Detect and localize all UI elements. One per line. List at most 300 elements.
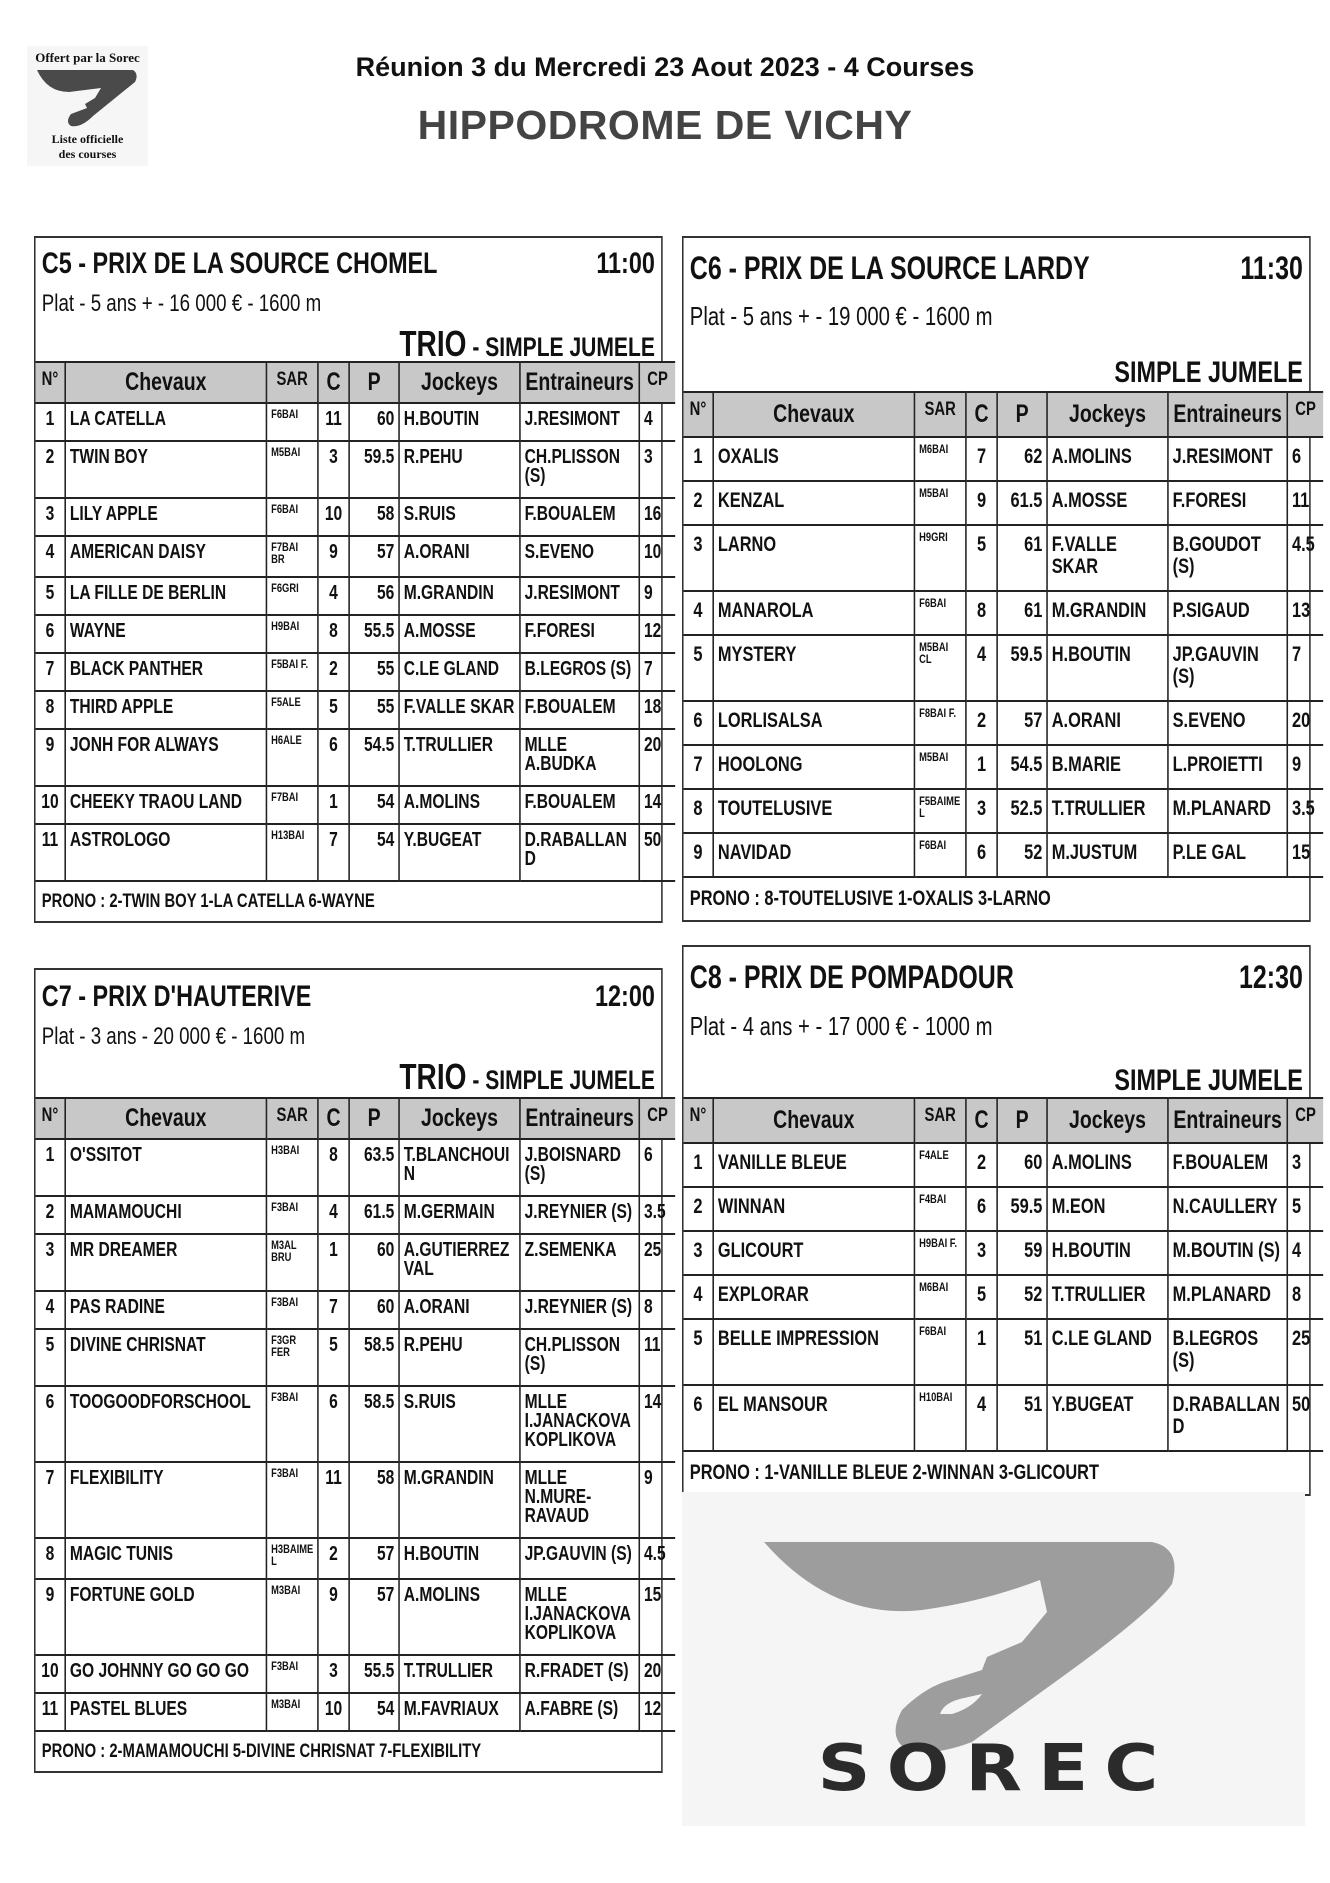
weight: 55.5 (349, 1655, 399, 1693)
odds: 11 (1287, 481, 1323, 525)
col-horses: Chevaux (65, 1098, 266, 1139)
runner-number: 4 (36, 1291, 66, 1329)
sar-code: M3AL BRU (266, 1234, 317, 1291)
jockey: R.PEHU (399, 441, 520, 498)
bet-types (1114, 1057, 1303, 1099)
draw: 4 (966, 1385, 997, 1451)
table-row (36, 1329, 676, 1386)
prono: PRONO : 2-MAMAMOUCHI 5-DIVINE CHRISNAT 7-FLEXIBILITY (41, 1741, 482, 1762)
weight: 51 (997, 1385, 1047, 1451)
draw: 1 (318, 1234, 349, 1291)
draw: 4 (318, 577, 349, 615)
table-row (36, 1693, 676, 1731)
trainer: J.BOISNARD (S) (520, 1139, 639, 1196)
trainer: S.EVENO (1168, 701, 1287, 745)
draw: 7 (318, 1291, 349, 1329)
table-header (684, 1098, 1324, 1143)
sar-code: H3BAI (266, 1139, 317, 1196)
trainer: D.RABALLAND (1168, 1385, 1287, 1451)
draw: 2 (318, 1538, 349, 1579)
runners-table (684, 1097, 1324, 1452)
runner-number: 11 (36, 824, 66, 881)
col-weight: P (349, 362, 399, 403)
bet-types (399, 1056, 654, 1098)
jockey: A.GUTIERREZ VAL (399, 1234, 520, 1291)
horse-logo-icon (35, 66, 140, 132)
odds: 6 (639, 1139, 675, 1196)
col-jockeys: Jockeys (1047, 392, 1168, 437)
col-draw: C (966, 1098, 997, 1143)
sar-code: F3BAI (266, 1196, 317, 1234)
draw: 6 (966, 833, 997, 877)
table-row (684, 591, 1324, 635)
race-time: 11:00 (596, 247, 655, 280)
draw: 6 (966, 1187, 997, 1231)
draw: 10 (318, 1693, 349, 1731)
table-row (36, 577, 676, 615)
col-number: N° (684, 1098, 714, 1143)
table-header (684, 392, 1324, 437)
table-row (684, 635, 1324, 701)
odds: 25 (639, 1234, 675, 1291)
draw: 2 (318, 653, 349, 691)
runner-number: 6 (36, 1386, 66, 1462)
col-number: N° (36, 362, 66, 403)
draw: 9 (318, 536, 349, 577)
trainer: MLLE A.BUDKA (520, 729, 639, 786)
weight: 52 (997, 833, 1047, 877)
horse-name: BELLE IMPRESSION (713, 1319, 914, 1385)
weight: 58 (349, 498, 399, 536)
sar-code: H9BAI F. (914, 1231, 965, 1275)
runner-number: 5 (36, 577, 66, 615)
odds: 9 (639, 577, 675, 615)
jockey: T.TRULLIER (1047, 1275, 1168, 1319)
weight: 58.5 (349, 1329, 399, 1386)
bet-types (399, 323, 654, 365)
col-odds: CP (1287, 1098, 1323, 1143)
logo-offered-by: Offert par la Sorec (35, 50, 140, 65)
draw: 8 (966, 591, 997, 635)
weight: 61 (997, 525, 1047, 591)
jockey: A.MOLINS (399, 786, 520, 824)
jockey: T.TRULLIER (1047, 789, 1168, 833)
draw: 6 (318, 729, 349, 786)
runner-number: 5 (684, 1319, 714, 1385)
race-conditions: Plat - 3 ans - 20 000 € - 1600 m (41, 1023, 306, 1050)
weight: 56 (349, 577, 399, 615)
table-row (684, 789, 1324, 833)
table-row (36, 1234, 676, 1291)
sar-code: F5BAIMEL (914, 789, 965, 833)
table-row (684, 833, 1324, 877)
draw: 2 (966, 701, 997, 745)
draw: 5 (966, 1275, 997, 1319)
weight: 61 (997, 591, 1047, 635)
race-card-c6 (682, 236, 1316, 922)
horse-name: CHEEKY TRAOU LAND (65, 786, 266, 824)
jockey: M.GERMAIN (399, 1196, 520, 1234)
horse-name: FLEXIBILITY (65, 1462, 266, 1538)
odds: 15 (639, 1579, 675, 1655)
weight: 54.5 (349, 729, 399, 786)
sar-code: M5BAI (914, 481, 965, 525)
draw: 4 (966, 635, 997, 701)
jockey: M.GRANDIN (1047, 591, 1168, 635)
jockey: A.MOSSE (399, 615, 520, 653)
table-row (36, 498, 676, 536)
table-row (36, 786, 676, 824)
sar-code: M6BAI (914, 437, 965, 481)
odds: 9 (1287, 745, 1323, 789)
runner-number: 10 (36, 786, 66, 824)
draw: 6 (318, 1386, 349, 1462)
draw: 3 (966, 789, 997, 833)
runner-number: 8 (36, 691, 66, 729)
sar-code: H13BAI (266, 824, 317, 881)
jockey: Y.BUGEAT (1047, 1385, 1168, 1451)
col-number: N° (684, 392, 714, 437)
weight: 51 (997, 1319, 1047, 1385)
trainer: F.FORESI (1168, 481, 1287, 525)
sar-code: H10BAI (914, 1385, 965, 1451)
weight: 57 (349, 536, 399, 577)
table-row (36, 824, 676, 881)
sar-code: F6GRI (266, 577, 317, 615)
draw: 10 (318, 498, 349, 536)
table-header (36, 362, 676, 403)
horse-name: LARNO (713, 525, 914, 591)
jockey: R.PEHU (399, 1329, 520, 1386)
odds: 4 (1287, 1231, 1323, 1275)
odds: 3.5 (639, 1196, 675, 1234)
col-jockeys: Jockeys (1047, 1098, 1168, 1143)
jockey: F.VALLE SKAR (1047, 525, 1168, 591)
runner-number: 1 (684, 1143, 714, 1187)
trainer: R.FRADET (S) (520, 1655, 639, 1693)
weight: 59 (997, 1231, 1047, 1275)
col-trainers: Entraineurs (1168, 392, 1287, 437)
runner-number: 3 (684, 1231, 714, 1275)
horse-name: TOOGOODFORSCHOOL (65, 1386, 266, 1462)
bet-types (1114, 349, 1303, 391)
table-row (684, 1143, 1324, 1187)
odds: 14 (639, 786, 675, 824)
col-trainers: Entraineurs (520, 362, 639, 403)
trainer: N.CAULLERY (1168, 1187, 1287, 1231)
trainer: MLLE N.MURE-RAVAUD (520, 1462, 639, 1538)
runner-number: 4 (684, 591, 714, 635)
runner-number: 3 (36, 1234, 66, 1291)
sar-code: F7BAI (266, 786, 317, 824)
horse-name: OXALIS (713, 437, 914, 481)
sar-code: M6BAI (914, 1275, 965, 1319)
sar-code: H9BAI (266, 615, 317, 653)
runner-number: 10 (36, 1655, 66, 1693)
col-horses: Chevaux (713, 1098, 914, 1143)
runner-number: 9 (684, 833, 714, 877)
weight: 55 (349, 653, 399, 691)
col-horses: Chevaux (713, 392, 914, 437)
bet-other: SIMPLE JUMELE (1114, 356, 1303, 389)
trainer: Z.SEMENKA (520, 1234, 639, 1291)
odds: 3 (639, 441, 675, 498)
runner-number: 11 (36, 1693, 66, 1731)
weight: 61.5 (997, 481, 1047, 525)
jockey: H.BOUTIN (399, 1538, 520, 1579)
jockey: A.ORANI (399, 1291, 520, 1329)
col-jockeys: Jockeys (399, 1098, 520, 1139)
horse-name: EXPLORAR (713, 1275, 914, 1319)
table-row (684, 1319, 1324, 1385)
runner-number: 6 (684, 701, 714, 745)
draw: 7 (966, 437, 997, 481)
horse-name: FORTUNE GOLD (65, 1579, 266, 1655)
jockey: C.LE GLAND (399, 653, 520, 691)
odds: 18 (639, 691, 675, 729)
runner-number: 7 (36, 653, 66, 691)
weight: 54 (349, 1693, 399, 1731)
weight: 58.5 (349, 1386, 399, 1462)
runners-table (36, 1097, 676, 1732)
runner-number: 9 (36, 1579, 66, 1655)
odds: 4.5 (639, 1538, 675, 1579)
race-card-c7 (34, 968, 668, 1773)
table-row (36, 653, 676, 691)
sar-code: F6BAI (914, 1319, 965, 1385)
sorec-small-logo (27, 46, 148, 166)
odds: 9 (639, 1462, 675, 1538)
horse-name: LA CATELLA (65, 403, 266, 441)
weight: 57 (349, 1538, 399, 1579)
col-weight: P (997, 1098, 1047, 1143)
sar-code: F7BAI BR (266, 536, 317, 577)
odds: 7 (1287, 635, 1323, 701)
trainer: J.REYNIER (S) (520, 1196, 639, 1234)
draw: 1 (966, 745, 997, 789)
jockey: H.BOUTIN (399, 403, 520, 441)
horse-name: LILY APPLE (65, 498, 266, 536)
col-odds: CP (639, 1098, 675, 1139)
venue-title: HIPPODROME DE VICHY (417, 102, 913, 148)
draw: 5 (318, 691, 349, 729)
trainer: JP.GAUVIN (S) (520, 1538, 639, 1579)
sorec-logo (682, 1492, 1305, 1826)
col-odds: CP (1287, 392, 1323, 437)
runner-number: 2 (36, 441, 66, 498)
race-time: 11:30 (1240, 250, 1303, 286)
weight: 54 (349, 824, 399, 881)
trainer: F.BOUALEM (520, 691, 639, 729)
runner-number: 8 (684, 789, 714, 833)
jockey: M.GRANDIN (399, 577, 520, 615)
horse-name: MANAROLA (713, 591, 914, 635)
weight: 60 (349, 403, 399, 441)
col-draw: C (318, 1098, 349, 1139)
meeting-title: Réunion 3 du Mercredi 23 Aout 2023 - 4 Courses (355, 52, 975, 82)
horse-name: THIRD APPLE (65, 691, 266, 729)
sar-code: F6BAI (266, 403, 317, 441)
sar-code: H6ALE (266, 729, 317, 786)
horse-name: MR DREAMER (65, 1234, 266, 1291)
bet-trio: TRIO (399, 323, 467, 364)
table-row (36, 1538, 676, 1579)
jockey: M.FAVRIAUX (399, 1693, 520, 1731)
odds: 13 (1287, 591, 1323, 635)
sar-code: F3BAI (266, 1386, 317, 1462)
race-conditions: Plat - 5 ans + - 16 000 € - 1600 m (41, 290, 322, 317)
horse-name: LORLISALSA (713, 701, 914, 745)
trainer: B.LEGROS (S) (1168, 1319, 1287, 1385)
draw: 3 (966, 1231, 997, 1275)
sar-code: M5BAI (914, 745, 965, 789)
sar-code: F8BAI F. (914, 701, 965, 745)
horse-name: GO JOHNNY GO GO GO (65, 1655, 266, 1693)
trainer: MLLE I.JANACKOVA KOPLIKOVA (520, 1386, 639, 1462)
horse-name: AMERICAN DAISY (65, 536, 266, 577)
jockey: A.ORANI (399, 536, 520, 577)
sar-code: F6BAI (914, 833, 965, 877)
horse-name: HOOLONG (713, 745, 914, 789)
weight: 60 (997, 1143, 1047, 1187)
draw: 5 (966, 525, 997, 591)
odds: 12 (639, 615, 675, 653)
table-row (684, 1187, 1324, 1231)
sar-code: F4ALE (914, 1143, 965, 1187)
trainer: D.RABALLAND (520, 824, 639, 881)
runner-number: 3 (684, 525, 714, 591)
trainer: B.GOUDOT (S) (1168, 525, 1287, 591)
runners-table (684, 391, 1324, 878)
trainer: M.BOUTIN (S) (1168, 1231, 1287, 1275)
trainer: P.LE GAL (1168, 833, 1287, 877)
table-row (684, 481, 1324, 525)
sorec-horse-logo-icon (682, 1492, 1305, 1826)
jockey: A.MOLINS (399, 1579, 520, 1655)
weight: 54 (349, 786, 399, 824)
draw: 9 (966, 481, 997, 525)
bet-other: - SIMPLE JUMELE (466, 1065, 655, 1095)
odds: 6 (1287, 437, 1323, 481)
horse-name: NAVIDAD (713, 833, 914, 877)
col-horses: Chevaux (65, 362, 266, 403)
runner-number: 2 (684, 1187, 714, 1231)
jockey: B.MARIE (1047, 745, 1168, 789)
sar-code: F3GR FER (266, 1329, 317, 1386)
col-jockeys: Jockeys (399, 362, 520, 403)
weight: 63.5 (349, 1139, 399, 1196)
runner-number: 6 (684, 1385, 714, 1451)
trainer: F.BOUALEM (520, 498, 639, 536)
draw: 4 (318, 1196, 349, 1234)
runner-number: 1 (36, 1139, 66, 1196)
race-title: C5 - PRIX DE LA SOURCE CHOMEL (41, 247, 438, 280)
col-number: N° (36, 1098, 66, 1139)
table-row (36, 615, 676, 653)
runner-number: 4 (36, 536, 66, 577)
jockey: M.JUSTUM (1047, 833, 1168, 877)
table-row (36, 1291, 676, 1329)
horse-name: PASTEL BLUES (65, 1693, 266, 1731)
trainer: J.RESIMONT (1168, 437, 1287, 481)
horse-name: MYSTERY (713, 635, 914, 701)
trainer: M.PLANARD (1168, 1275, 1287, 1319)
draw: 8 (318, 1139, 349, 1196)
sar-code: F5ALE (266, 691, 317, 729)
table-row (36, 441, 676, 498)
col-weight: P (349, 1098, 399, 1139)
runner-number: 5 (36, 1329, 66, 1386)
trainer: CH.PLISSON (S) (520, 1329, 639, 1386)
trainer: M.PLANARD (1168, 789, 1287, 833)
sar-code: F6BAI (266, 498, 317, 536)
runner-number: 1 (684, 437, 714, 481)
weight: 57 (349, 1579, 399, 1655)
odds: 16 (639, 498, 675, 536)
weight: 55.5 (349, 615, 399, 653)
weight: 52 (997, 1275, 1047, 1319)
trainer: CH.PLISSON (S) (520, 441, 639, 498)
bet-other: SIMPLE JUMELE (1114, 1064, 1303, 1097)
runners-table (36, 361, 676, 882)
table-row (684, 1231, 1324, 1275)
race-card-c5 (34, 236, 668, 923)
sar-code: F6BAI (914, 591, 965, 635)
col-sar: SAR (266, 362, 317, 403)
jockey: M.GRANDIN (399, 1462, 520, 1538)
runner-number: 1 (36, 403, 66, 441)
draw: 8 (318, 615, 349, 653)
race-conditions: Plat - 4 ans + - 17 000 € - 1000 m (689, 1011, 993, 1041)
odds: 20 (639, 1655, 675, 1693)
table-row (36, 691, 676, 729)
jockey: T.BLANCHOUIN (399, 1139, 520, 1196)
bet-trio: TRIO (399, 1056, 467, 1097)
odds: 4.5 (1287, 525, 1323, 591)
trainer: MLLE I.JANACKOVA KOPLIKOVA (520, 1579, 639, 1655)
prono: PRONO : 2-TWIN BOY 1-LA CATELLA 6-WAYNE (41, 891, 375, 912)
col-sar: SAR (266, 1098, 317, 1139)
weight: 54.5 (997, 745, 1047, 789)
jockey: C.LE GLAND (1047, 1319, 1168, 1385)
race-card-c8 (682, 945, 1316, 1496)
logo-races: des courses (58, 147, 117, 161)
horse-name: PAS RADINE (65, 1291, 266, 1329)
runner-number: 3 (36, 498, 66, 536)
horse-name: LA FILLE DE BERLIN (65, 577, 266, 615)
trainer: F.BOUALEM (1168, 1143, 1287, 1187)
trainer: B.LEGROS (S) (520, 653, 639, 691)
col-weight: P (997, 392, 1047, 437)
jockey: H.BOUTIN (1047, 635, 1168, 701)
sar-code: F5BAI F. (266, 653, 317, 691)
col-draw: C (966, 392, 997, 437)
sar-code: H3BAIMEL (266, 1538, 317, 1579)
col-odds: CP (639, 362, 675, 403)
horse-name: WAYNE (65, 615, 266, 653)
weight: 57 (997, 701, 1047, 745)
odds: 11 (639, 1329, 675, 1386)
trainer: L.PROIETTI (1168, 745, 1287, 789)
jockey: M.EON (1047, 1187, 1168, 1231)
weight: 52.5 (997, 789, 1047, 833)
race-title: C8 - PRIX DE POMPADOUR (689, 959, 1014, 995)
sar-code: F4BAI (914, 1187, 965, 1231)
table-row (36, 1386, 676, 1462)
table-row (684, 437, 1324, 481)
jockey: T.TRULLIER (399, 1655, 520, 1693)
draw: 2 (966, 1143, 997, 1187)
